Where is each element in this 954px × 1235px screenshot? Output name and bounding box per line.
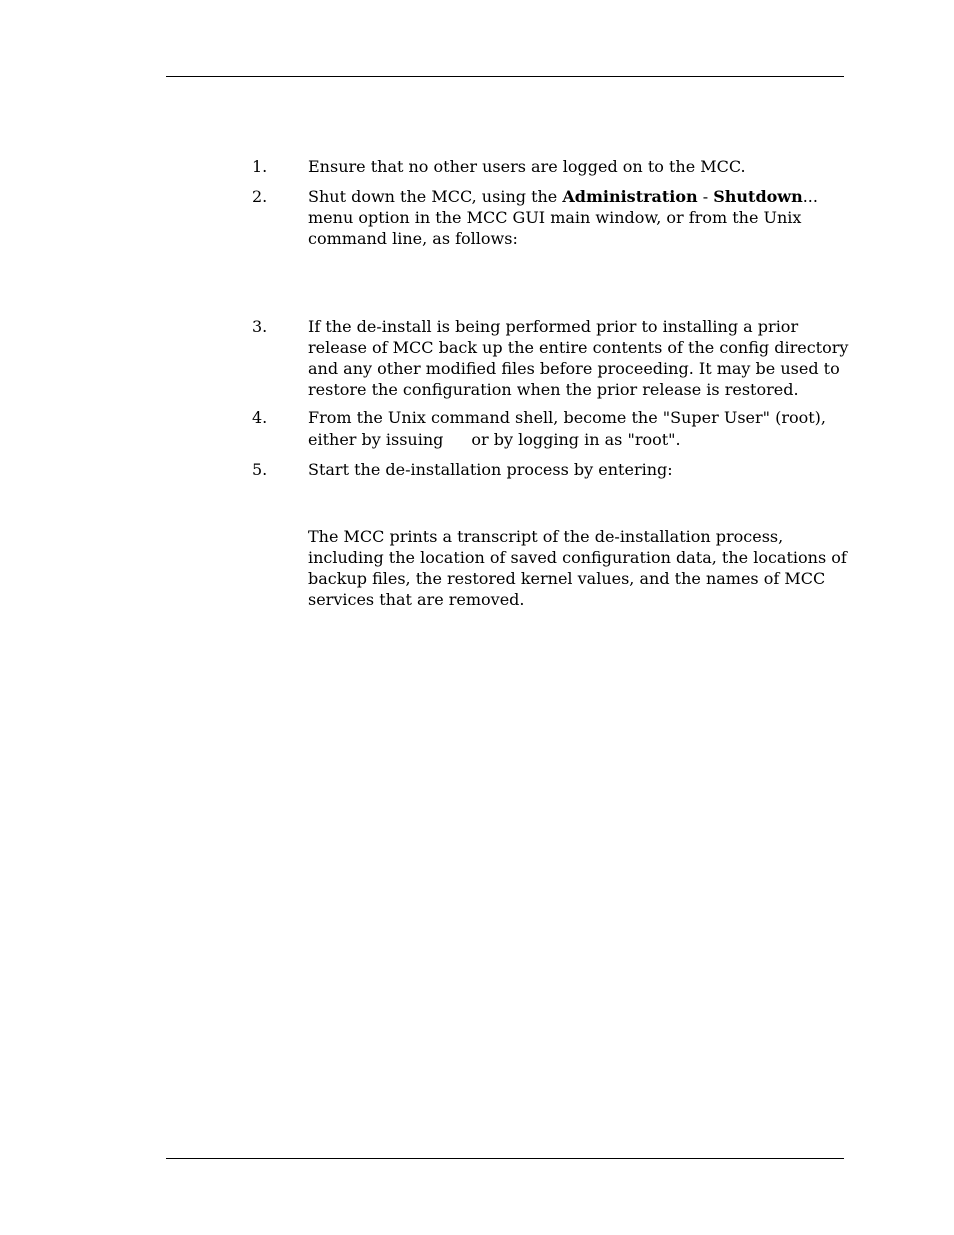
step-line: command line, as follows: (308, 229, 518, 248)
step-text (308, 186, 848, 249)
step-number: 5. (252, 460, 268, 479)
step-number: 4. (252, 408, 268, 427)
step-line (308, 186, 848, 207)
step-line: release of MCC back up the entire contents of the config directory (308, 338, 849, 357)
step-line: If the de-install is being performed prior to installing a prior (308, 317, 799, 336)
step-number: 2. (252, 187, 268, 206)
step-line-suffix: or by logging in as "root". (471, 430, 681, 449)
step-line: Ensure that no other users are logged on to the MCC. (308, 157, 746, 176)
menu-shutdown: Shutdown (713, 187, 803, 206)
menu-separator: - (697, 187, 714, 206)
step-line: Start the de-installation process by entering: (308, 460, 673, 479)
menu-administration: Administration (562, 187, 698, 206)
step-line-prefix: Shut down the MCC, using the (308, 187, 563, 206)
step-line: From the Unix command shell, become the "Super User" (root), (308, 408, 827, 427)
step-number: 3. (252, 317, 268, 336)
step-text (308, 316, 848, 400)
step-line: and any other modified files before proceeding. It may be used to (308, 359, 840, 378)
step-text (308, 156, 848, 177)
step-line (308, 429, 848, 450)
step-line: restore the configuration when the prior release is restored. (308, 380, 799, 399)
menu-ellipsis: ... (802, 187, 818, 206)
step-line: menu option in the MCC GUI main window, or from the Unix (308, 208, 802, 227)
step-text (308, 459, 848, 480)
paragraph-text (308, 526, 848, 610)
step-text (308, 407, 848, 450)
paragraph-line: The MCC prints a transcript of the de-installation process, (308, 527, 784, 546)
header-rule (166, 76, 844, 77)
paragraph-line: services that are removed. (308, 590, 525, 609)
paragraph-line: backup files, the restored kernel values, and the names of MCC (308, 569, 826, 588)
step-line-prefix: either by issuing (308, 430, 444, 449)
step-number: 1. (252, 157, 268, 176)
footer-rule (166, 1158, 844, 1159)
paragraph-line: including the location of saved configuration data, the locations of (308, 548, 847, 567)
